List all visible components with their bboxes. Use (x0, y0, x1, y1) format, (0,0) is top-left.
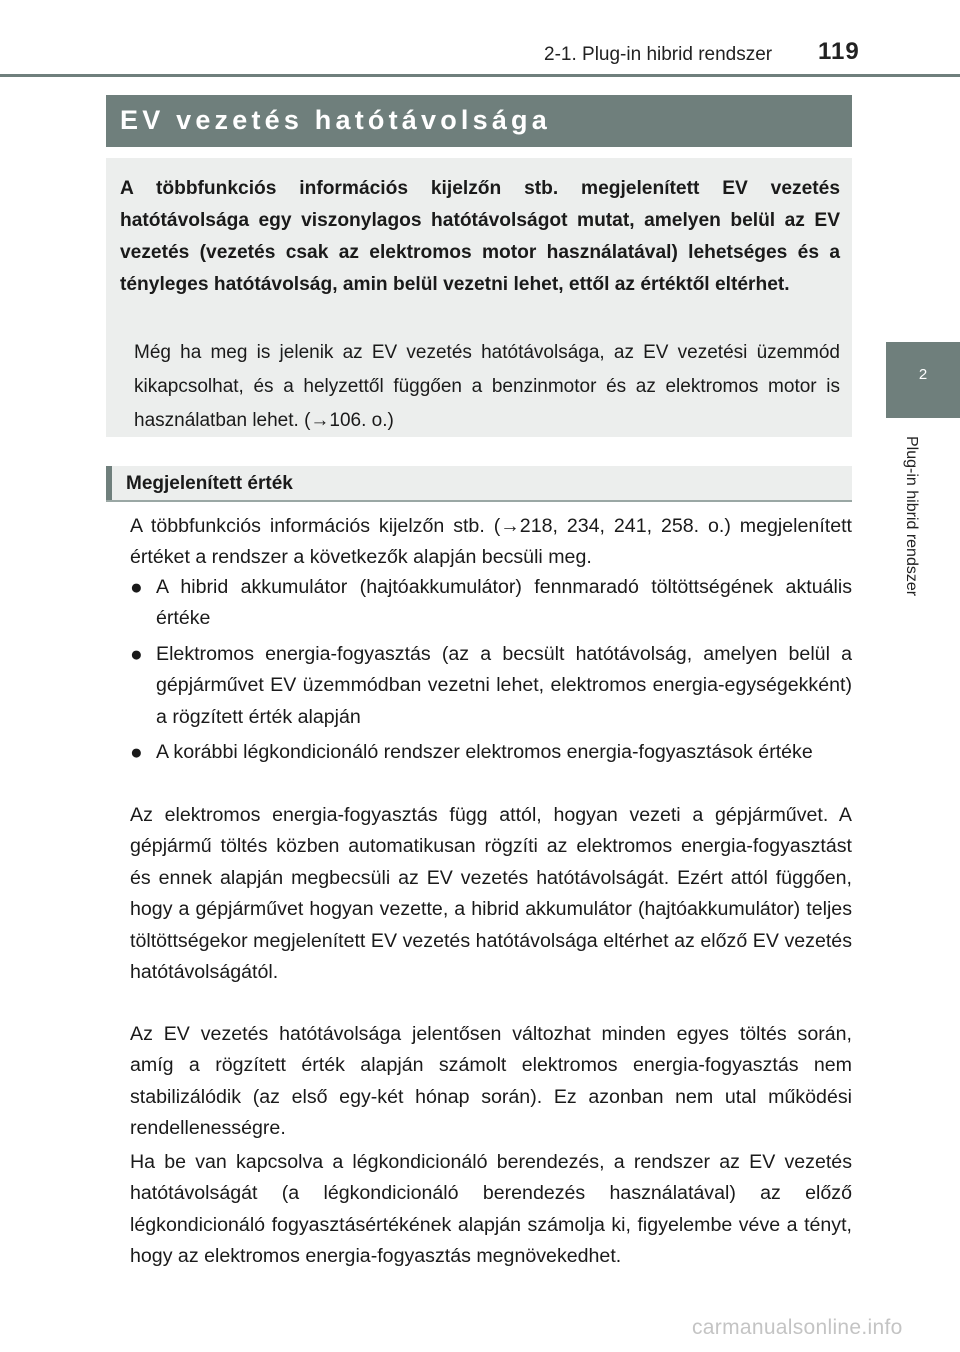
subheading-bar (106, 466, 852, 502)
chapter-tab (886, 342, 960, 418)
section-title: EV vezetés hatótávolsága (120, 105, 551, 135)
chapter-number: 2 (918, 366, 928, 383)
bullet-item-1: A hibrid akkumulátor (hajtóakkumulátor) fennmaradó töltöttségének aktuális értéke (156, 576, 852, 630)
chapter-label: Plug-in hibrid rendszer (903, 436, 920, 597)
intro-bold-paragraph: A többfunkciós információs kijelzőn stb. megjelenített EV vezetés hatótávolsága egy viszonylagos hatótávolságot mutat, amelyen belül az EV vezetés (vezetés csak az elektromos motor használatával) lehetséges és a tényleges hatótávolság, amin belül vezetni lehet, ettől az értéktől eltérhet. (120, 178, 840, 295)
body-paragraph-4: Ha be van kapcsolva a légkondicionáló berendezés, a rendszer az EV vezetés hatótávolságát (a légkondicionáló berendezés használatával) az előző légkondicionáló fogyasztásértékének alapján számolja ki, figyelembe véve a tényt, hogy az elektromos energia-fogyasztás megnövekedhet. (130, 1151, 852, 1268)
body-paragraph-3: Az EV vezetés hatótávolsága jelentősen változhat minden egyes töltés során, amíg a rögzített érték alapján számolt elektromos energia-fogyasztás nem stabilizálódik (az első egy-két hónap során). Ez azonban nem utal működési rendellenességre. (130, 1023, 852, 1140)
intro-box (106, 158, 852, 437)
section-title-bar (106, 95, 852, 147)
body-paragraph-1: A többfunkciós információs kijelzőn stb. (→218, 234, 241, 258. o.) megjelenített értéket a rendszer a következők alapján becsüli meg. (130, 515, 852, 569)
body-paragraph-2: Az elektromos energia-fogyasztás függ attól, hogyan vezeti a gépjárművet. A gépjármű töltés közben automatikusan rögzíti az elektromos energia-fogyasztást és ennek alapján megbecsüli az EV vezetés hatótávolságát. Ezért attól függően, hogy a gépjárművet hogyan vezette, a hibrid akkumulátor (hajtóakkumulátor) teljes töltöttségekor megjelenített EV vezetés hatótávolsága eltérhet az előző EV vezetés hatótávolságától. (130, 804, 852, 984)
bullet-dot-icon: ● (130, 643, 143, 666)
watermark: carmanualsonline.info (692, 1316, 903, 1339)
bullet-dot-icon: ● (130, 741, 143, 764)
subheading-marker (106, 466, 112, 500)
page-number: 119 (818, 38, 860, 65)
bullet-dot-icon: ● (130, 576, 143, 599)
bullet-item-3: A korábbi légkondicionáló rendszer elektromos energia-fogyasztások értéke (156, 741, 813, 763)
header-rule (0, 74, 960, 77)
intro-note-paragraph: Még ha meg is jelenik az EV vezetés hatótávolsága, az EV vezetési üzemmód kikapcsolhat, és a helyzettől függően a benzinmotor és az elektromos motor is használatban lehet. (→106. o.) (134, 342, 840, 431)
bullet-item-2: Elektromos energia-fogyasztás (az a becsült hatótávolság, amelyen belül a gépjárművet EV üzemmódban vezetni lehet, elektromos energia-egységekként) a rögzített érték alapján (156, 643, 852, 728)
subheading: Megjelenített érték (126, 473, 293, 494)
running-header-section: 2-1. Plug-in hibrid rendszer (544, 44, 773, 65)
